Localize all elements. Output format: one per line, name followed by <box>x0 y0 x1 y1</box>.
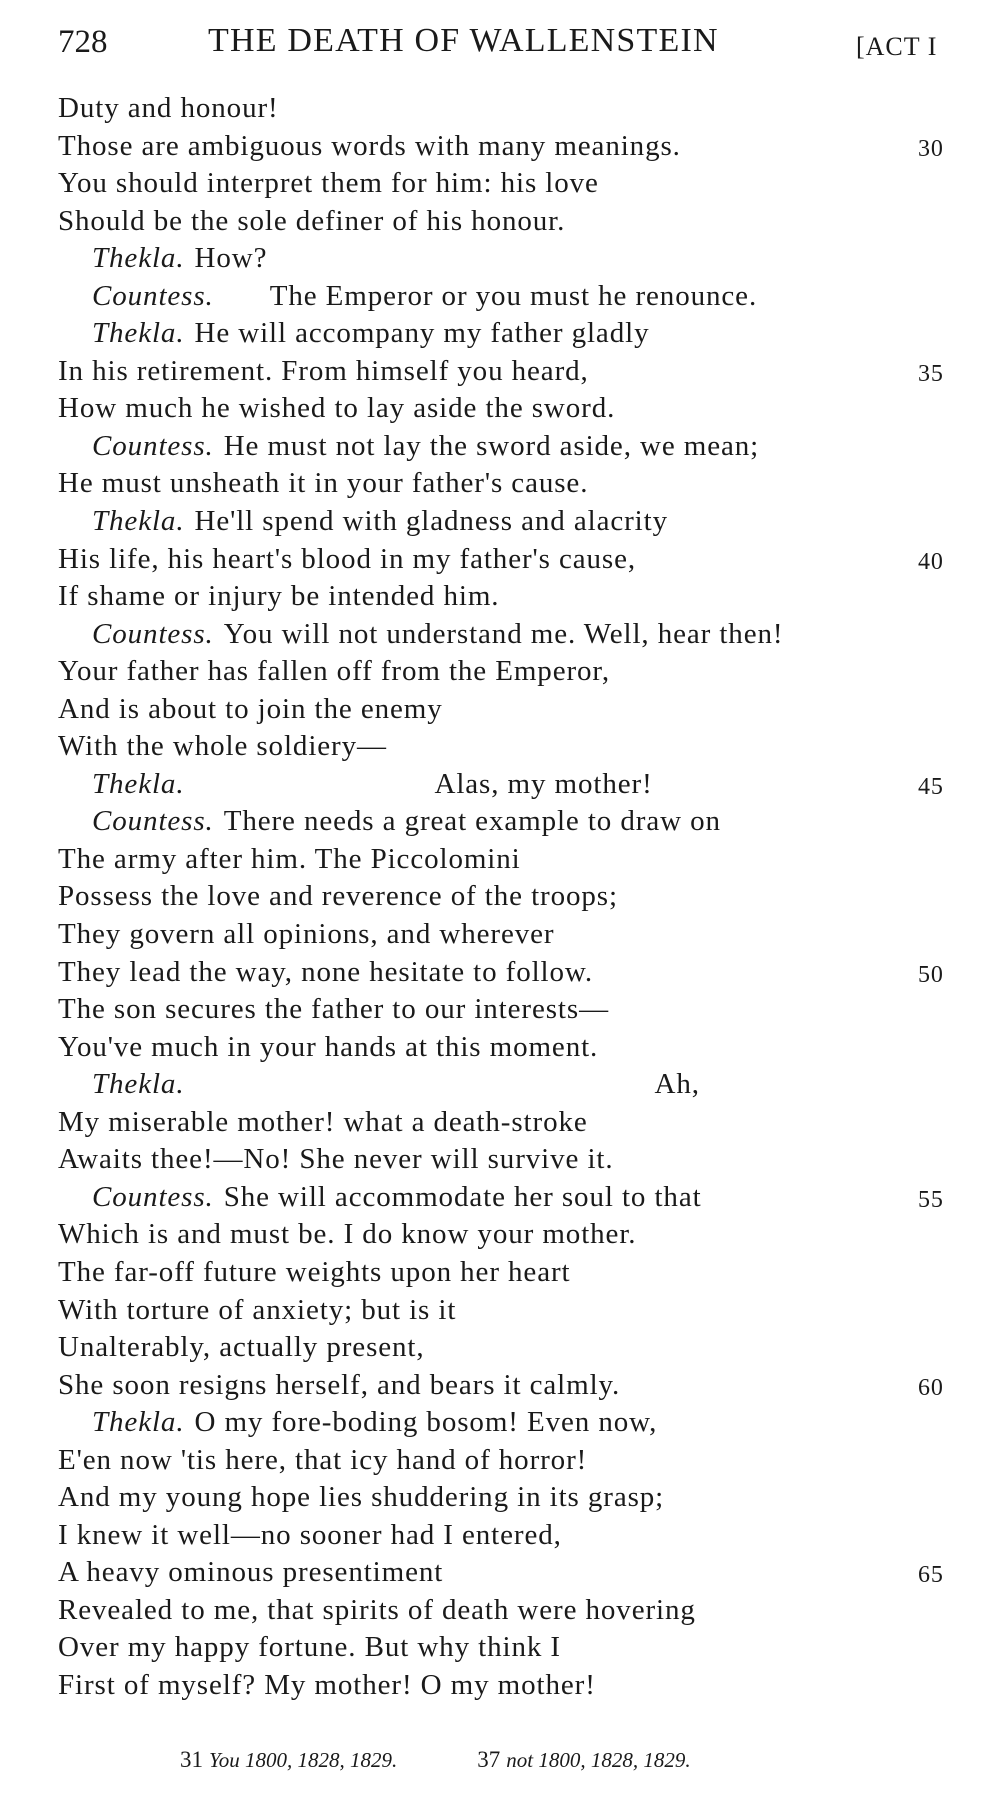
line-text: A heavy ominous presentiment <box>58 1556 444 1589</box>
line-number: 45 <box>918 773 944 800</box>
verse-line <box>58 1667 958 1705</box>
footnotes <box>180 1747 771 1773</box>
verse-line <box>58 541 958 579</box>
page-header <box>56 14 956 74</box>
verse-line <box>58 1029 958 1067</box>
line-text: The far-off future weights upon her heart <box>58 1255 571 1288</box>
speaker-name: Thekla. <box>92 1406 185 1439</box>
line-text: Over my happy fortune. But why think I <box>58 1631 561 1664</box>
verse-line <box>58 991 958 1029</box>
verse-line <box>58 1329 958 1367</box>
verse-line <box>58 616 958 654</box>
act-label: [ACT I <box>856 32 938 61</box>
line-text: I knew it well—no sooner had I entered, <box>58 1518 562 1551</box>
line-text: There needs a great example to draw on <box>223 805 721 838</box>
verse-line <box>58 1216 958 1254</box>
verse-line <box>58 1141 958 1179</box>
speaker-name: Countess. <box>92 279 214 312</box>
verse-line <box>58 1442 958 1480</box>
verse-line <box>58 90 958 128</box>
footnote-number: 37 <box>477 1747 501 1772</box>
line-text: The army after him. The Piccolomini <box>58 842 521 875</box>
footnote-text: You 1800, 1828, 1829. <box>209 1748 398 1772</box>
line-text: Those are ambiguous words with many meanings. <box>58 129 681 162</box>
line-text: Ah, <box>654 1068 700 1101</box>
page-number: 728 <box>58 24 108 60</box>
line-text: You should interpret them for him: his love <box>58 167 599 200</box>
line-text: Awaits thee!—No! She never will survive it. <box>58 1143 614 1176</box>
footnote-number: 31 <box>180 1747 203 1772</box>
speaker-name: Countess. <box>92 805 214 838</box>
line-text: Alas, my mother! <box>434 767 653 800</box>
line-text: He will accompany my father gladly <box>194 317 650 350</box>
verse-line <box>58 128 958 166</box>
verse-line <box>58 1292 958 1330</box>
verse-line <box>58 1179 958 1217</box>
line-text: Unalterably, actually present, <box>58 1331 425 1364</box>
verse-line <box>58 916 958 954</box>
verse-line <box>58 841 958 879</box>
line-number: 65 <box>918 1562 944 1589</box>
verse-line <box>58 203 958 241</box>
verse-line <box>58 1404 958 1442</box>
footnote-text: not 1800, 1828, 1829. <box>506 1748 691 1772</box>
line-text: They lead the way, none hesitate to follow. <box>58 955 594 988</box>
verse-line <box>58 1066 958 1104</box>
line-text: Should be the sole definer of his honour. <box>58 204 566 237</box>
line-text: My miserable mother! what a death-stroke <box>58 1105 588 1138</box>
verse-line <box>58 1517 958 1555</box>
line-text: E'en now 'tis here, that icy hand of horror! <box>58 1443 588 1476</box>
line-text: The Emperor or you must he renounce. <box>269 279 758 312</box>
verse-line <box>58 240 958 278</box>
verse-line <box>58 878 958 916</box>
line-text: Duty and honour! <box>58 92 279 124</box>
running-title: THE DEATH OF WALLENSTEIN <box>208 22 719 59</box>
verse-line <box>58 315 958 353</box>
line-text: Which is and must be. I do know your mother. <box>58 1218 637 1251</box>
line-number: 40 <box>918 548 944 575</box>
speaker-name: Thekla. <box>92 242 185 275</box>
line-number: 30 <box>918 135 944 162</box>
line-text: In his retirement. From himself you heard, <box>58 354 589 387</box>
line-text: You will not understand me. Well, hear then! <box>223 617 784 650</box>
verse-line <box>58 728 958 766</box>
verse-line <box>58 954 958 992</box>
line-text: And my young hope lies shuddering in its grasp; <box>58 1481 665 1514</box>
verse-line <box>58 653 958 691</box>
line-text: You've much in your hands at this moment. <box>58 1030 599 1063</box>
line-number: 35 <box>918 360 944 387</box>
speaker-name: Thekla. <box>92 317 185 350</box>
line-text: Possess the love and reverence of the troops; <box>58 880 618 913</box>
verse-line <box>58 165 958 203</box>
line-number: 60 <box>918 1374 944 1401</box>
speaker-name: Countess. <box>92 1180 214 1213</box>
line-text: With the whole soldiery— <box>58 730 387 763</box>
line-text: Revealed to me, that spirits of death were hovering <box>58 1593 696 1626</box>
verse-line <box>58 278 958 316</box>
verse-line <box>58 1592 958 1630</box>
verse-line <box>58 1104 958 1142</box>
speaker-name: Countess. <box>92 617 214 650</box>
verse-line <box>58 390 958 428</box>
line-text: If shame or injury be intended him. <box>58 580 500 613</box>
line-text: They govern all opinions, and wherever <box>58 918 555 951</box>
line-text: He must unsheath it in your father's cause. <box>58 467 589 500</box>
line-text: With torture of anxiety; but is it <box>58 1293 457 1326</box>
verse-line <box>58 1367 958 1405</box>
line-text: He'll spend with gladness and alacrity <box>194 505 668 538</box>
line-text: And is about to join the enemy <box>58 692 443 725</box>
verse-line <box>58 691 958 729</box>
line-text: She soon resigns herself, and bears it calmly. <box>58 1368 621 1401</box>
line-number: 50 <box>918 961 944 988</box>
verse-line <box>58 1479 958 1517</box>
line-text: She will accommodate her soul to that <box>223 1180 702 1213</box>
speaker-name: Thekla. <box>92 767 185 800</box>
verse-line <box>58 766 958 804</box>
line-text: He must not lay the sword aside, we mean; <box>223 429 760 462</box>
verse-line <box>58 803 958 841</box>
line-number: 55 <box>918 1186 944 1213</box>
verse-line <box>58 1554 958 1592</box>
footnote <box>180 1747 397 1773</box>
verse-text <box>58 90 958 1705</box>
verse-line <box>58 503 958 541</box>
speaker-name: Thekla. <box>92 505 185 538</box>
line-text: How much he wished to lay aside the sword. <box>58 392 616 425</box>
line-text: The son secures the father to our interests— <box>58 993 609 1026</box>
speaker-name: Thekla. <box>92 1068 185 1101</box>
line-text: First of myself? My mother! O my mother! <box>58 1668 596 1701</box>
verse-line <box>58 353 958 391</box>
verse-line <box>58 1629 958 1667</box>
verse-line <box>58 1254 958 1292</box>
line-text: O my fore-boding bosom! Even now, <box>194 1406 658 1439</box>
verse-line <box>58 465 958 503</box>
verse-line <box>58 428 958 466</box>
line-text: Your father has fallen off from the Emperor, <box>58 655 610 688</box>
footnote <box>477 1747 690 1773</box>
speaker-name: Countess. <box>92 429 214 462</box>
verse-line <box>58 578 958 616</box>
line-text: How? <box>194 242 268 275</box>
line-text: His life, his heart's blood in my father's cause, <box>58 542 637 575</box>
